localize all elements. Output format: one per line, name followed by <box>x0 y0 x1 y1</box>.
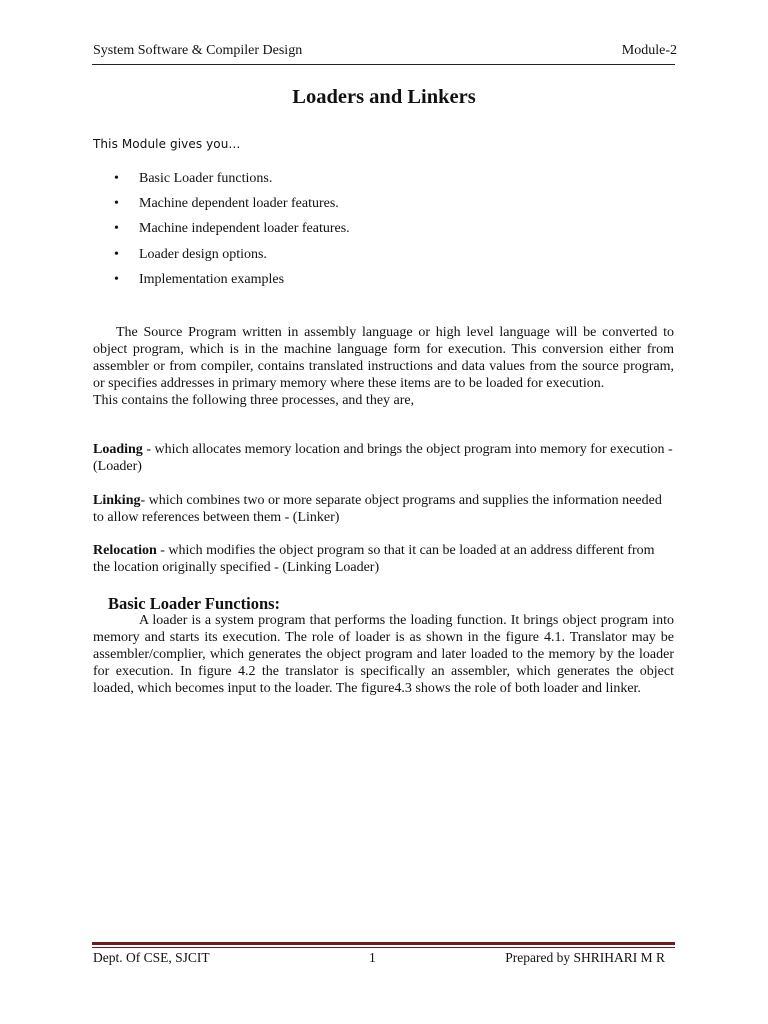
bullet-icon: • <box>114 221 119 237</box>
page-title: Loaders and Linkers <box>292 86 476 108</box>
list-item <box>93 247 350 272</box>
topic-label: Machine independent loader features. <box>139 221 350 237</box>
section-heading: Basic Loader Functions: <box>108 594 281 613</box>
list-item <box>93 272 350 297</box>
footer-author: Prepared by SHRIHARI M R <box>505 950 665 965</box>
list-item <box>93 171 350 196</box>
module-intro: This Module gives you… <box>93 137 241 151</box>
source-program-paragraph <box>93 324 674 409</box>
footer-divider-thin <box>92 947 675 948</box>
linking-definition <box>93 492 674 526</box>
bullet-icon: • <box>114 271 119 287</box>
topic-label: Machine dependent loader features. <box>139 196 339 212</box>
footer-page-number: 1 <box>369 950 376 965</box>
header-course-title: System Software & Compiler Design <box>93 43 303 58</box>
footer-divider <box>92 942 675 945</box>
section-body-text: A loader is a system program that performs the loading function. It brings object program into memory and starts its execution. The role of loader is as shown in the figure 4.1. Translator may be assembler/complier, which generates the object program and later loaded to the memory by the loader for execution. In figure 4.2 the translator is specifically an assembler, which generates the object loaded, which becomes input to the loader. The figure4.3 shows the role of both loader and linker. <box>93 613 674 696</box>
topic-label: Loader design options. <box>139 246 267 262</box>
three-processes-text: This contains the following three processes, and they are, <box>93 393 415 408</box>
section-body <box>93 612 674 697</box>
linking-term: Linking <box>93 493 141 508</box>
loading-term: Loading <box>93 442 143 457</box>
header-module-label: Module-2 <box>621 43 677 58</box>
bullet-icon: • <box>114 171 119 186</box>
list-item <box>93 221 350 246</box>
header-divider <box>92 64 675 65</box>
relocation-definition <box>93 542 674 576</box>
footer-department: Dept. Of CSE, SJCIT <box>93 950 210 965</box>
topic-label: Implementation examples <box>139 271 285 287</box>
source-program-text: The Source Program written in assembly language or high level language will be converted to object program, which is in the machine language form for execution. This conversion either from assembler or from compiler, contains translated instructions and data values from the source program, or specifies addresses in primary memory where these items are to be loaded for execution. <box>93 325 674 391</box>
topic-label: Basic Loader functions. <box>139 171 273 186</box>
loading-definition <box>93 441 674 475</box>
bullet-icon: • <box>114 246 119 262</box>
relocation-term: Relocation <box>93 543 157 558</box>
topic-list <box>93 171 350 297</box>
bullet-icon: • <box>114 196 119 212</box>
relocation-text: - which modifies the object program so that it can be loaded at an address different from the location originally specified - (Linking Loader) <box>93 543 655 575</box>
linking-text: - which combines two or more separate object programs and supplies the information needed to allow references between them - (Linker) <box>93 493 662 525</box>
list-item <box>93 196 350 221</box>
loading-text: - which allocates memory location and brings the object program into memory for execution - (Loader) <box>93 442 673 474</box>
